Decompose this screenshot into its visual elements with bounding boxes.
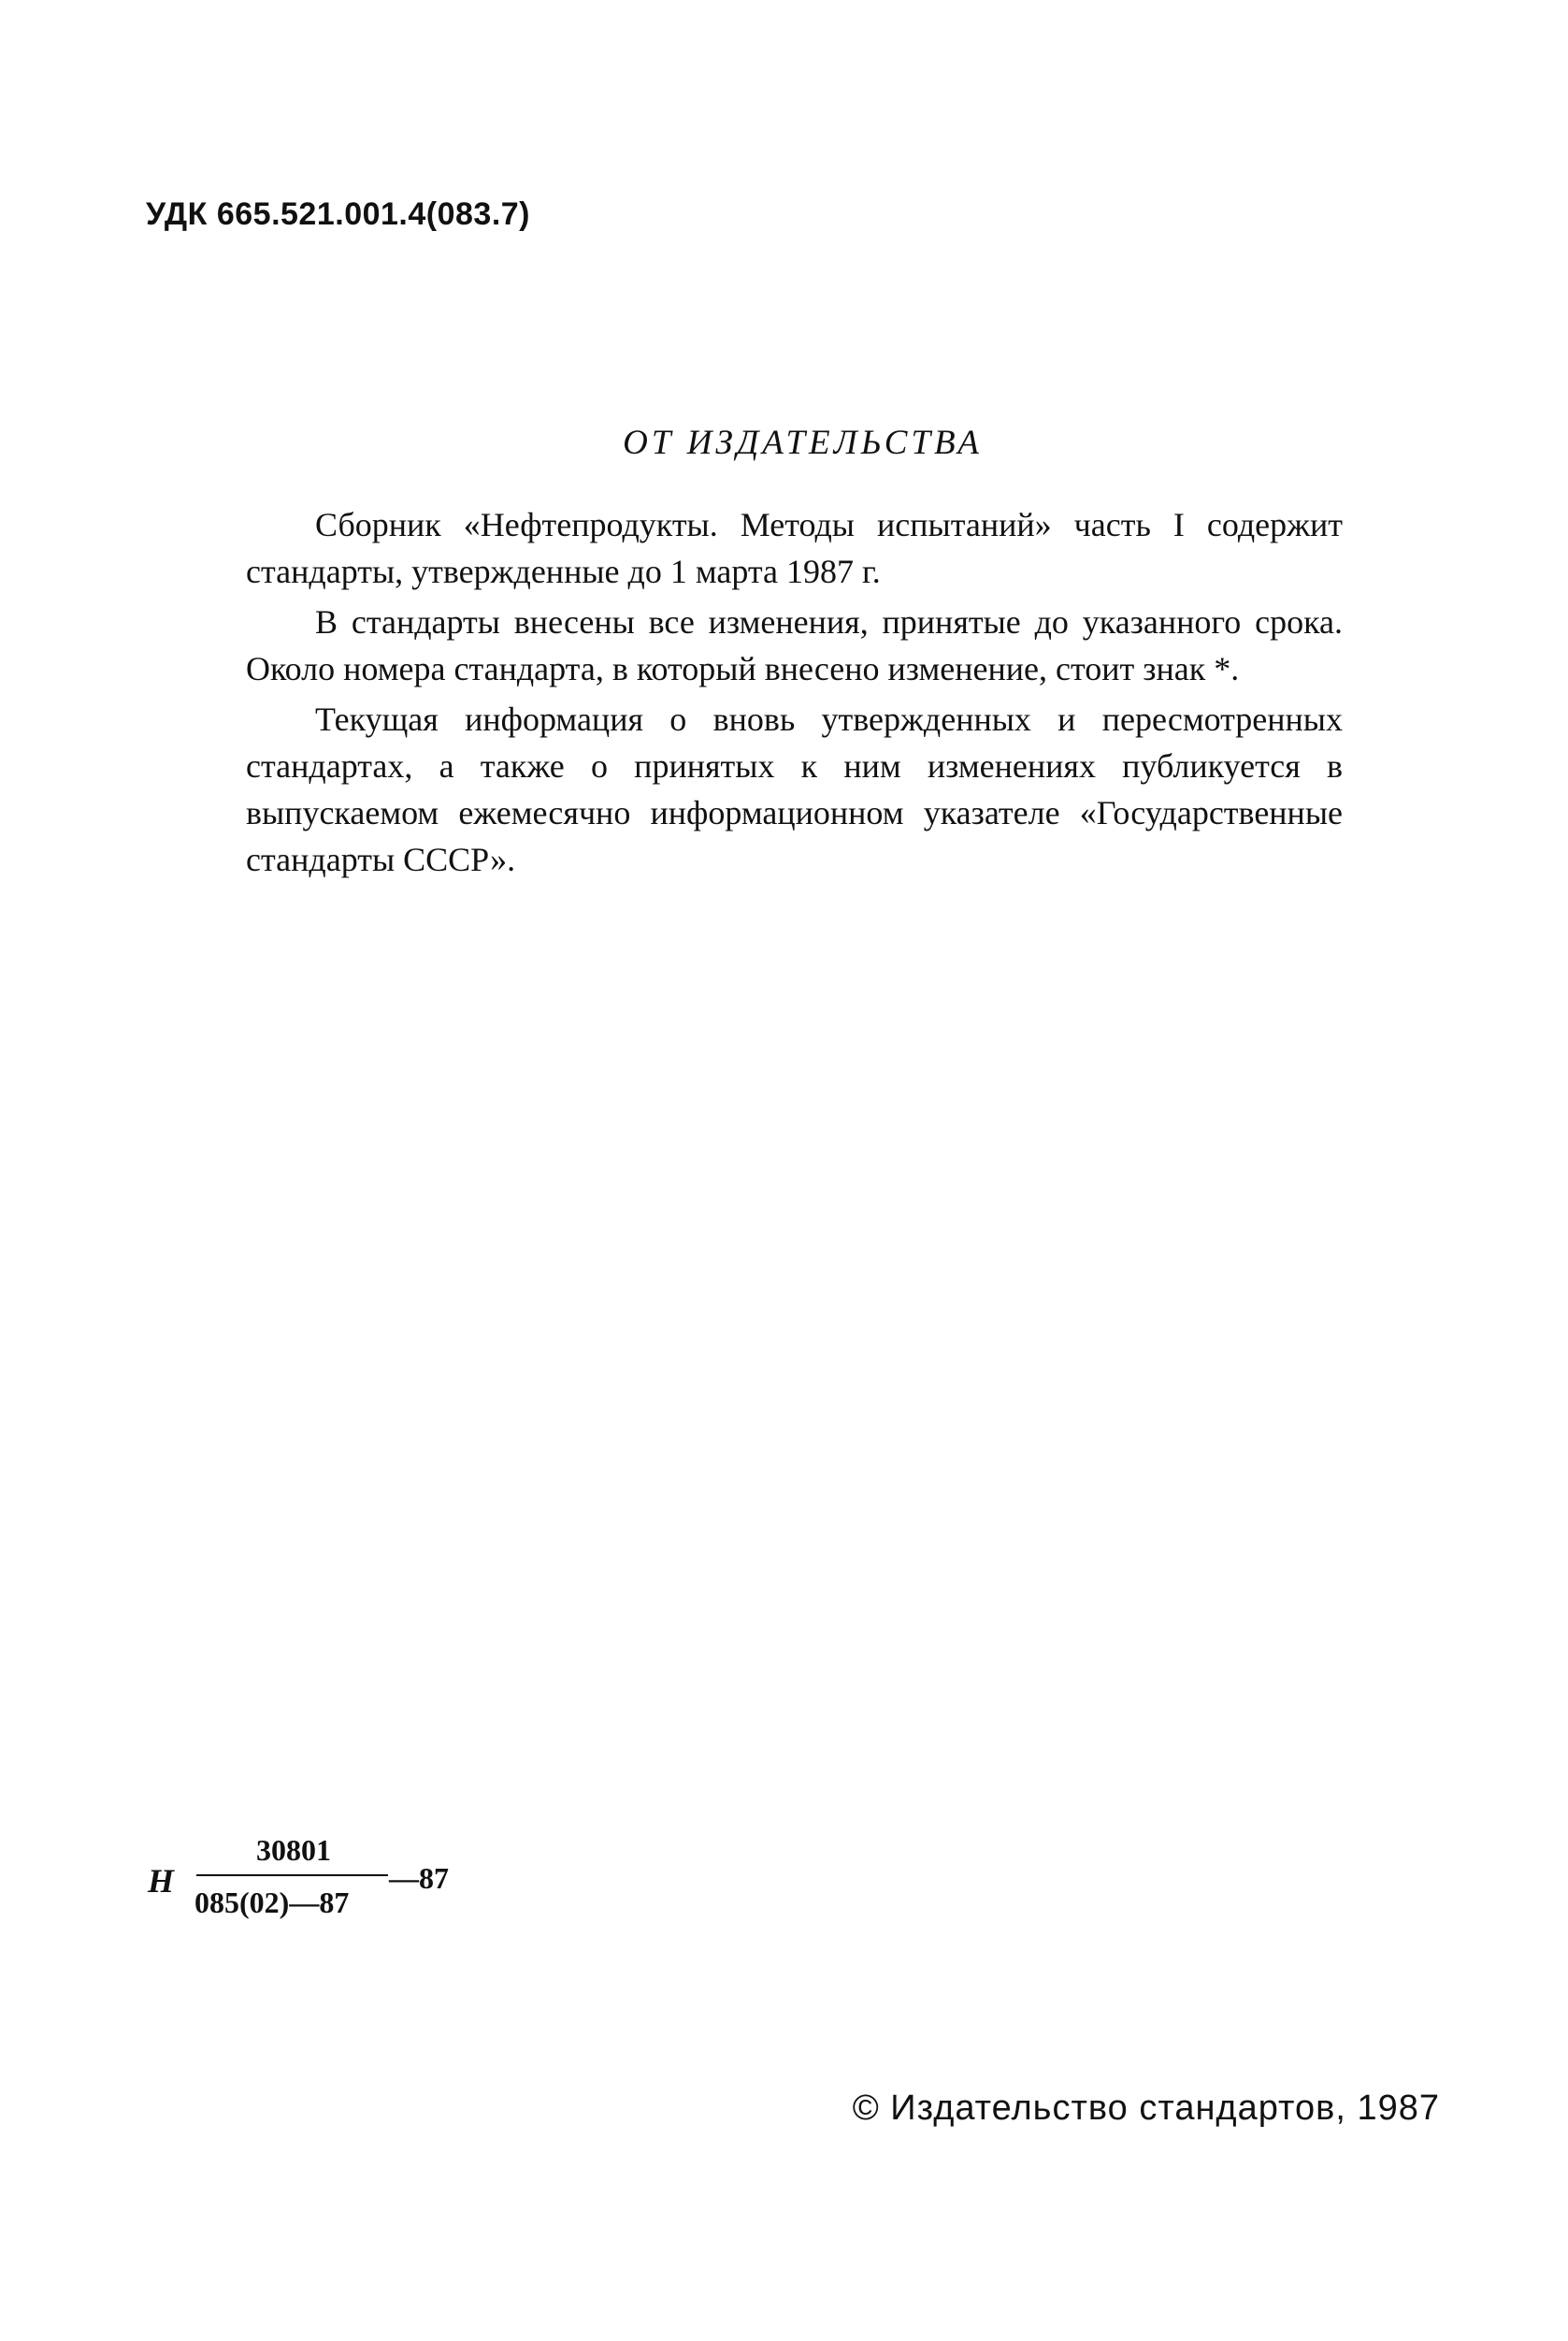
index-suffix: —87 (389, 1861, 449, 1895)
paragraph-information: Текущая информация о вновь утвержденных и пересмотренных стандартах, а также о принятых к ним изменениях публикуется в выпускаемом ежемесячно информационном указателе «Государственные стандарты СССР». (246, 701, 1343, 878)
publication-index (148, 1833, 466, 1936)
section-heading: ОТ ИЗДАТЕЛЬСТВА (623, 424, 983, 462)
index-denominator: 085(02)—87 (194, 1886, 350, 1919)
udk-code: УДК 665.521.001.4(083.7) (146, 196, 531, 232)
index-letter: Н (148, 1862, 175, 1900)
publisher-note (246, 501, 1343, 883)
copyright-line: © Издательство стандартов, 1987 (852, 2088, 1440, 2128)
paragraph-contents: Сборник «Нефтепродукты. Методы испытаний» часть I содержит стандарты, утвержденные до 1 марта 1987 г. (246, 506, 1343, 590)
fraction-bar (196, 1874, 388, 1876)
paragraph-amendments: В стандарты внесены все изменения, принятые до указанного срока. Около номера стандарта, в который внесено изменение, стоит знак *. (246, 603, 1343, 687)
index-numerator: 30801 (256, 1833, 331, 1867)
